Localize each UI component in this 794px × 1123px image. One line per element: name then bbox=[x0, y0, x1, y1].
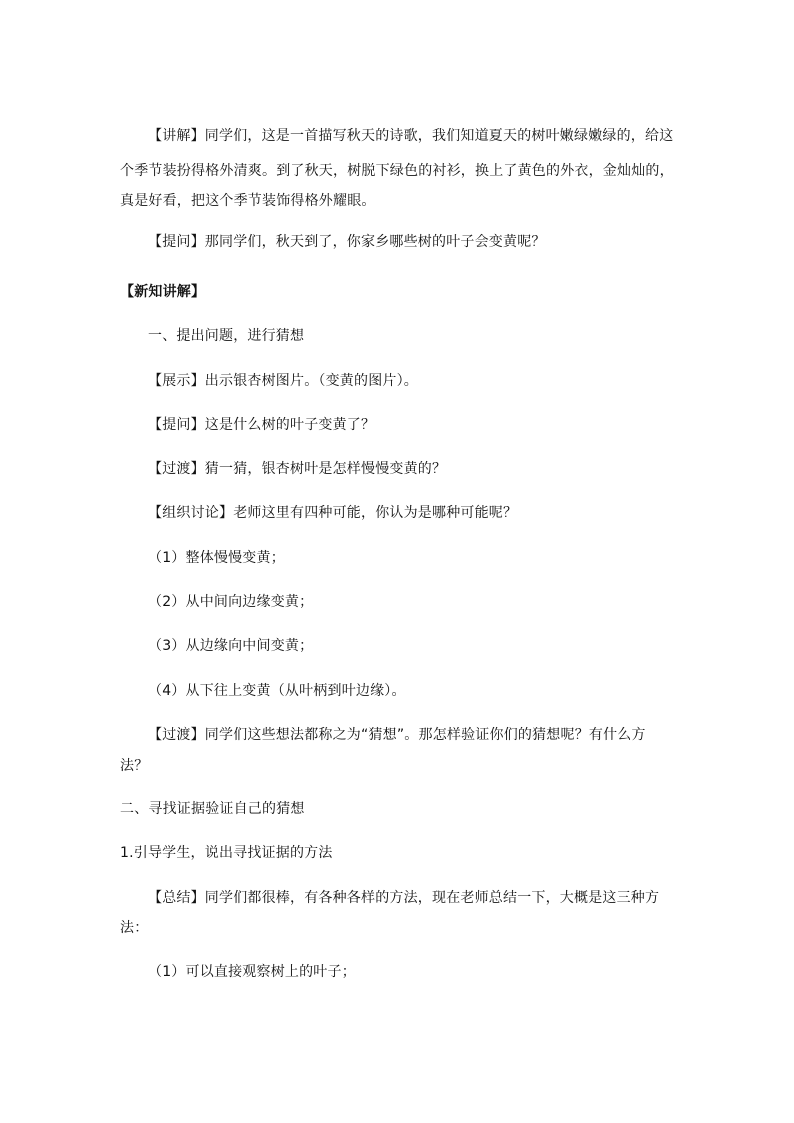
step1-line: 1.引导学生，说出寻找证据的方法 bbox=[120, 845, 333, 861]
question-line: 【提问】那同学们，秋天到了，你家乡哪些树的叶子会变黄呢？ bbox=[148, 234, 546, 250]
explain-line-2: 个季节装扮得格外清爽。到了秋天，树脱下绿色的衬衫，换上了黄色的外衣，金灿灿的， bbox=[120, 163, 674, 179]
part1-heading: 一、提出问题，进行猜想 bbox=[148, 328, 305, 344]
question2-line: 【提问】这是什么树的叶子变黄了？ bbox=[148, 417, 376, 433]
summary-line-1: 【总结】同学们都很棒，有各种各样的方法，现在老师总结一下，大概是这三种方 bbox=[148, 890, 660, 906]
part2-heading: 二、寻找证据验证自己的猜想 bbox=[120, 801, 305, 817]
transition2-line-2: 法？ bbox=[120, 758, 149, 774]
option-3: （3）从边缘向中间变黄； bbox=[148, 638, 314, 654]
summary-line-2: 法： bbox=[120, 920, 149, 936]
transition1-line: 【过渡】猜一猜，银杏树叶是怎样慢慢变黄的？ bbox=[148, 461, 447, 477]
section-heading-new: 【新知讲解】 bbox=[120, 284, 206, 300]
explain-line-1: 【讲解】同学们，这是一首描写秋天的诗歌，我们知道夏天的树叶嫩绿嫩绿的，给这 bbox=[148, 128, 674, 144]
show-line: 【展示】出示银杏树图片。（变黄的图片）。 bbox=[148, 373, 418, 389]
discussion-line: 【组织讨论】老师这里有四种可能，你认为是哪种可能呢？ bbox=[148, 505, 518, 521]
option-1: （1）整体慢慢变黄； bbox=[148, 550, 285, 566]
option-2: （2）从中间向边缘变黄； bbox=[148, 594, 314, 610]
option-4: （4）从下往上变黄（从叶柄到叶边缘）。 bbox=[148, 683, 406, 699]
method1-line: （1）可以直接观察树上的叶子； bbox=[148, 964, 356, 980]
explain-line-3: 真是好看，把这个季节装饰得格外耀眼。 bbox=[120, 193, 376, 209]
transition2-line-1: 【过渡】同学们这些想法都称之为“猜想”。那怎样验证你们的猜想呢？有什么方 bbox=[148, 727, 646, 743]
